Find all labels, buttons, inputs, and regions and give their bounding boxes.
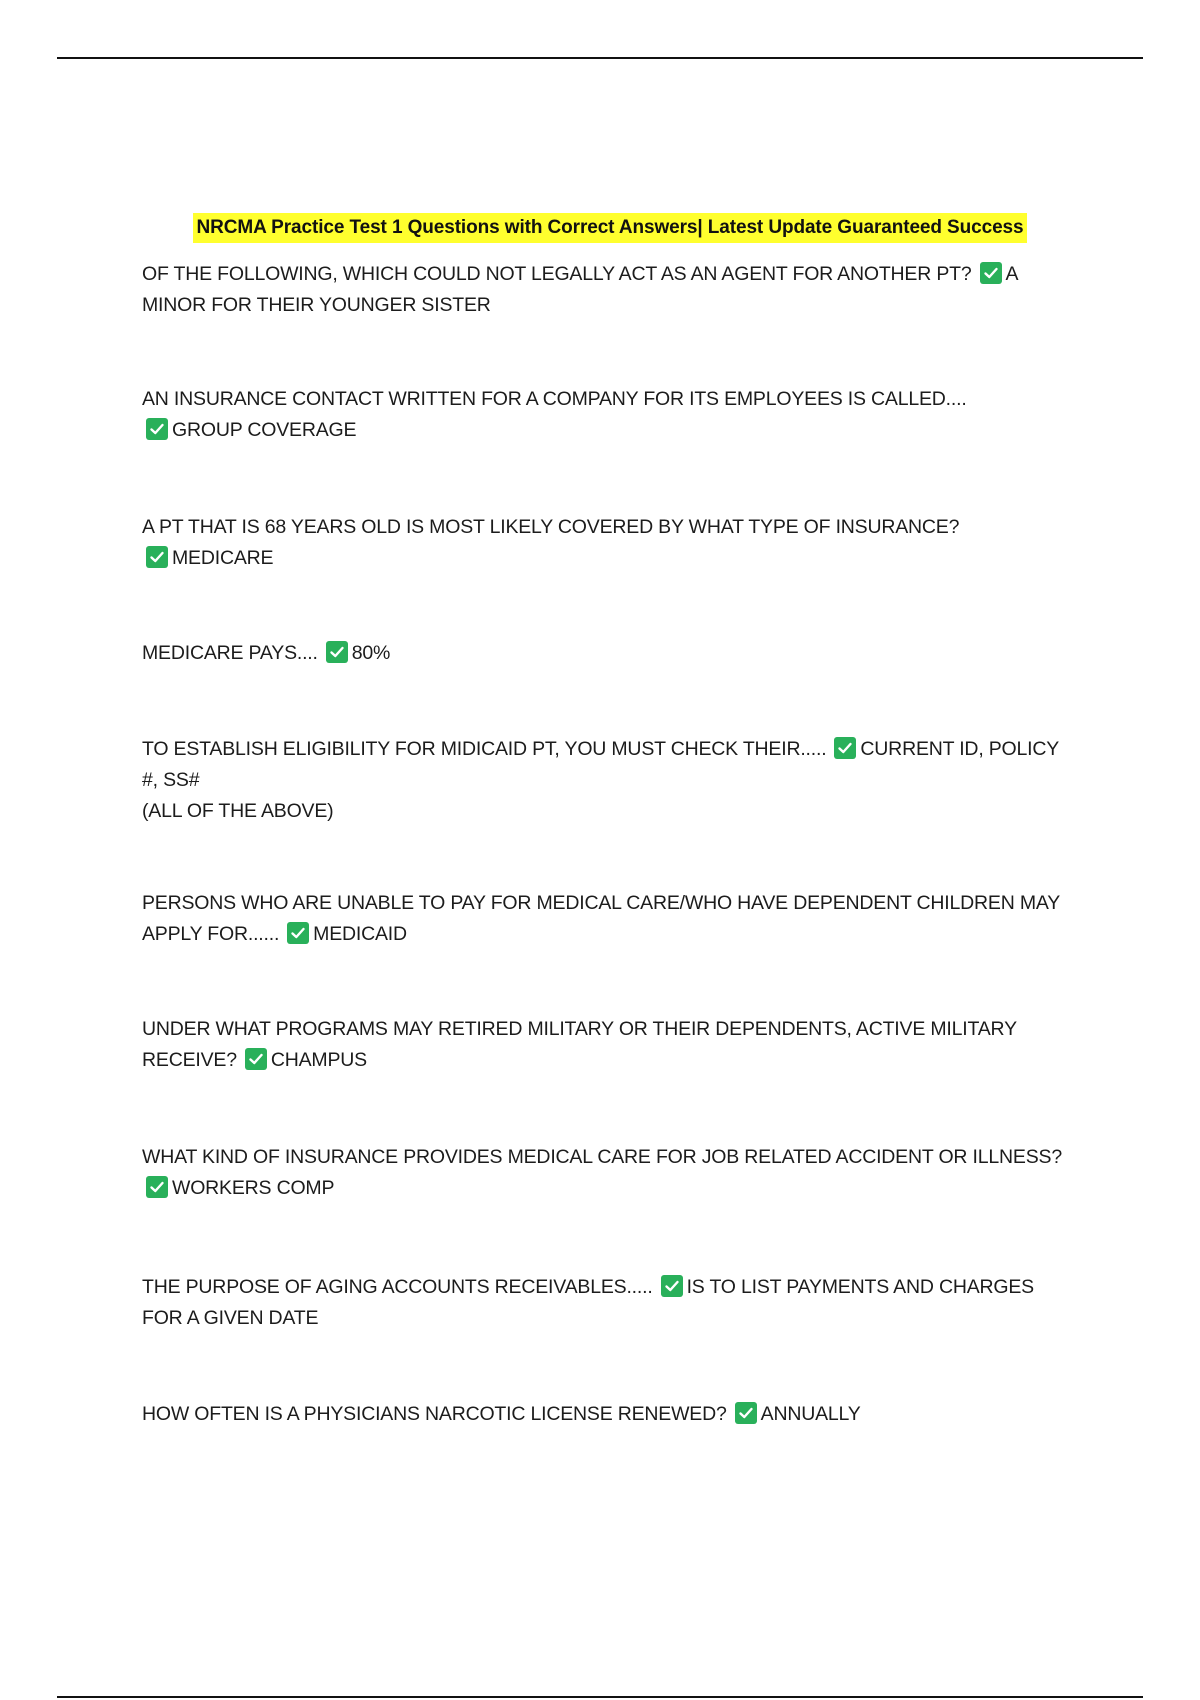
qa-item	[142, 259, 1072, 321]
answer-note: (ALL OF THE ABOVE)	[142, 800, 334, 822]
answer-text: IS TO LIST PAYMENTS AND CHARGES FOR A GIVEN DATE	[142, 1276, 1034, 1329]
qa-item	[142, 638, 1072, 669]
question-text: PERSONS WHO ARE UNABLE TO PAY FOR MEDICAL CARE/WHO HAVE DEPENDENT CHILDREN MAY APPLY FOR......	[142, 892, 1060, 945]
question-text: UNDER WHAT PROGRAMS MAY RETIRED MILITARY OR THEIR DEPENDENTS, ACTIVE MILITARY RECEIVE?	[142, 1018, 1017, 1071]
qa-item	[142, 512, 1072, 574]
answer-text: CHAMPUS	[270, 1049, 367, 1071]
check-icon	[245, 1048, 267, 1070]
check-icon	[146, 418, 168, 440]
qa-item	[142, 384, 1072, 446]
check-icon	[735, 1402, 757, 1424]
bottom-rule	[57, 1696, 1143, 1698]
answer-text: WORKERS COMP	[172, 1177, 335, 1199]
answer-text: MEDICARE	[172, 547, 274, 569]
check-icon	[326, 641, 348, 663]
question-text: MEDICARE PAYS....	[142, 642, 318, 664]
answer-text: MEDICAID	[313, 923, 407, 945]
answer-text: CURRENT ID, POLICY #, SS#	[142, 738, 1059, 791]
document-body	[142, 213, 1072, 1430]
check-icon	[980, 262, 1002, 284]
question-text: A PT THAT IS 68 YEARS OLD IS MOST LIKELY COVERED BY WHAT TYPE OF INSURANCE?	[142, 516, 960, 538]
answer-text: 80%	[351, 642, 391, 664]
question-text: AN INSURANCE CONTACT WRITTEN FOR A COMPANY FOR ITS EMPLOYEES IS CALLED....	[142, 388, 967, 410]
check-icon	[834, 737, 856, 759]
qa-item	[142, 1142, 1072, 1204]
question-text: OF THE FOLLOWING, WHICH COULD NOT LEGALLY ACT AS AN AGENT FOR ANOTHER PT?	[142, 263, 972, 285]
answer-text: ANNUALLY	[760, 1403, 861, 1425]
qa-item	[142, 734, 1072, 827]
question-text: WHAT KIND OF INSURANCE PROVIDES MEDICAL CARE FOR JOB RELATED ACCIDENT OR ILLNESS?	[142, 1146, 1062, 1168]
top-rule	[57, 57, 1143, 59]
qa-item	[142, 888, 1072, 950]
document-title: NRCMA Practice Test 1 Questions with Correct Answers| Latest Update Guaranteed Success	[193, 213, 1028, 243]
question-text: HOW OFTEN IS A PHYSICIANS NARCOTIC LICENSE RENEWED?	[142, 1403, 727, 1425]
check-icon	[146, 1176, 168, 1198]
title-wrap	[132, 213, 1088, 243]
answer-text: A MINOR FOR THEIR YOUNGER SISTER	[142, 263, 1018, 316]
qa-item	[142, 1272, 1072, 1334]
check-icon	[661, 1275, 683, 1297]
qa-item	[142, 1014, 1072, 1076]
answer-text: GROUP COVERAGE	[172, 419, 357, 441]
check-icon	[287, 922, 309, 944]
qa-item	[142, 1399, 1072, 1430]
question-text: TO ESTABLISH ELIGIBILITY FOR MIDICAID PT, YOU MUST CHECK THEIR.....	[142, 738, 827, 760]
question-text: THE PURPOSE OF AGING ACCOUNTS RECEIVABLES.....	[142, 1276, 653, 1298]
check-icon	[146, 546, 168, 568]
